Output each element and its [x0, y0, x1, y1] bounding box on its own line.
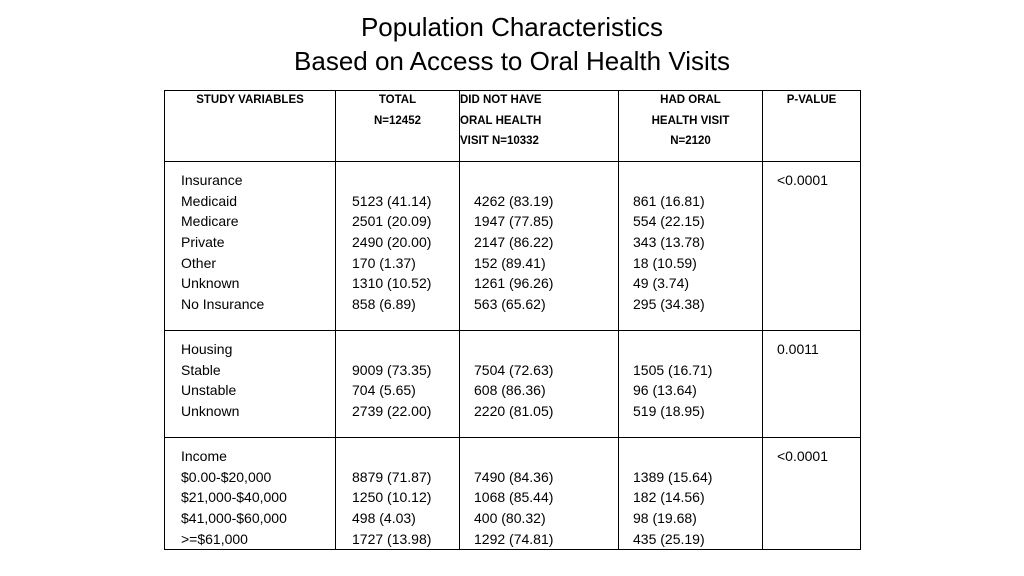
category-label: No Insurance	[181, 296, 265, 313]
total-value: 9009 (73.35)	[352, 361, 432, 378]
did-not-have-cell	[460, 438, 619, 550]
total-value: 858 (6.89)	[352, 296, 416, 313]
did-not-have-value: 1261 (96.26)	[474, 275, 554, 292]
total-value: 8879 (71.87)	[352, 468, 432, 485]
category-label: Medicare	[181, 213, 239, 230]
total-value: 1310 (10.52)	[352, 275, 432, 292]
variables-cell	[165, 331, 336, 438]
header-p-value-label: P-VALUE	[786, 94, 837, 106]
did-not-have-value: 2220 (81.05)	[474, 403, 554, 420]
header-had-visit-line: HEALTH VISIT	[651, 114, 730, 127]
variables-cell	[165, 438, 336, 550]
had-visit-value: 295 (34.38)	[633, 296, 705, 313]
had-visit-value: 98 (19.68)	[633, 510, 697, 527]
had-visit-value: 1389 (15.64)	[633, 468, 713, 485]
group-row-income	[165, 438, 861, 550]
group-label: Income	[181, 448, 227, 464]
header-total-line: N=12452	[374, 114, 421, 127]
had-visit-cell	[619, 438, 763, 550]
header-study-variables-label: STUDY VARIABLES	[196, 94, 304, 106]
did-not-have-value: 7490 (84.36)	[474, 468, 554, 485]
category-label: $21,000-$40,000	[181, 489, 287, 506]
had-visit-value: 96 (13.64)	[633, 382, 697, 399]
had-visit-cell	[619, 331, 763, 438]
category-label: Other	[181, 254, 217, 271]
group-row-housing	[165, 331, 861, 438]
did-not-have-cell	[460, 162, 619, 331]
header-had-visit-line: HAD ORAL	[660, 94, 721, 106]
category-label: Unknown	[181, 403, 240, 420]
category-label: Unstable	[181, 382, 237, 399]
did-not-have-value: 4262 (83.19)	[474, 192, 554, 209]
total-value: 498 (4.03)	[352, 510, 416, 527]
category-label: Stable	[181, 361, 221, 378]
page-subtitle: Based on Access to Oral Health Visits	[294, 46, 730, 76]
p-value-cell	[763, 438, 861, 550]
did-not-have-value: 608 (86.36)	[474, 382, 546, 399]
had-visit-value: 49 (3.74)	[633, 275, 690, 292]
total-cell	[336, 162, 460, 331]
header-study-variables	[165, 91, 336, 162]
p-value: <0.0001	[777, 172, 828, 188]
did-not-have-cell	[460, 331, 619, 438]
had-visit-value: 554 (22.15)	[633, 213, 705, 230]
had-visit-value: 343 (13.78)	[633, 234, 705, 251]
total-cell	[336, 438, 460, 550]
header-p-value	[763, 91, 861, 162]
total-value: 1250 (10.12)	[352, 489, 432, 506]
total-value: 1727 (13.98)	[352, 530, 432, 547]
category-label: Private	[181, 234, 225, 251]
group-row-insurance	[165, 162, 861, 331]
header-total	[336, 91, 460, 162]
did-not-have-value: 1292 (74.81)	[474, 530, 554, 547]
did-not-have-value: 1947 (77.85)	[474, 213, 554, 230]
page-title: Population Characteristics	[360, 12, 664, 42]
total-value: 2490 (20.00)	[352, 234, 432, 251]
category-label: >=$61,000	[181, 530, 248, 547]
had-visit-cell	[619, 162, 763, 331]
category-label: $0.00-$20,000	[181, 468, 272, 485]
header-total-line: TOTAL	[378, 94, 417, 106]
group-label: Insurance	[181, 172, 243, 188]
characteristics-table	[164, 90, 861, 550]
did-not-have-value: 7504 (72.63)	[474, 361, 554, 378]
p-value-cell	[763, 162, 861, 331]
table-header-row	[165, 91, 861, 162]
had-visit-value: 435 (25.19)	[633, 530, 705, 547]
p-value: <0.0001	[777, 448, 828, 464]
total-value: 5123 (41.14)	[352, 192, 432, 209]
did-not-have-value: 152 (89.41)	[474, 254, 546, 271]
had-visit-value: 861 (16.81)	[633, 192, 705, 209]
total-value: 704 (5.65)	[352, 382, 416, 399]
category-label: Unknown	[181, 275, 240, 292]
header-did-not-have-line: ORAL HEALTH	[460, 114, 542, 127]
variables-cell	[165, 162, 336, 331]
category-label: $41,000-$60,000	[181, 510, 287, 527]
header-did-not-have-line: DID NOT HAVE	[460, 94, 542, 106]
had-visit-value: 1505 (16.71)	[633, 361, 713, 378]
group-label: Housing	[181, 341, 233, 357]
total-value: 2739 (22.00)	[352, 403, 432, 420]
did-not-have-value: 2147 (86.22)	[474, 234, 554, 251]
header-had-visit-line: N=2120	[670, 135, 711, 148]
total-cell	[336, 331, 460, 438]
category-label: Medicaid	[181, 192, 238, 209]
p-value-cell	[763, 331, 861, 438]
p-value: 0.0011	[777, 341, 819, 357]
did-not-have-value: 400 (80.32)	[474, 510, 546, 527]
total-value: 2501 (20.09)	[352, 213, 432, 230]
had-visit-value: 182 (14.56)	[633, 489, 705, 506]
total-value: 170 (1.37)	[352, 254, 416, 271]
header-had-visit	[619, 91, 763, 162]
did-not-have-value: 563 (65.62)	[474, 296, 546, 313]
had-visit-value: 18 (10.59)	[633, 254, 697, 271]
header-did-not-have	[460, 91, 619, 162]
had-visit-value: 519 (18.95)	[633, 403, 705, 420]
did-not-have-value: 1068 (85.44)	[474, 489, 554, 506]
header-did-not-have-line: VISIT N=10332	[460, 135, 539, 148]
